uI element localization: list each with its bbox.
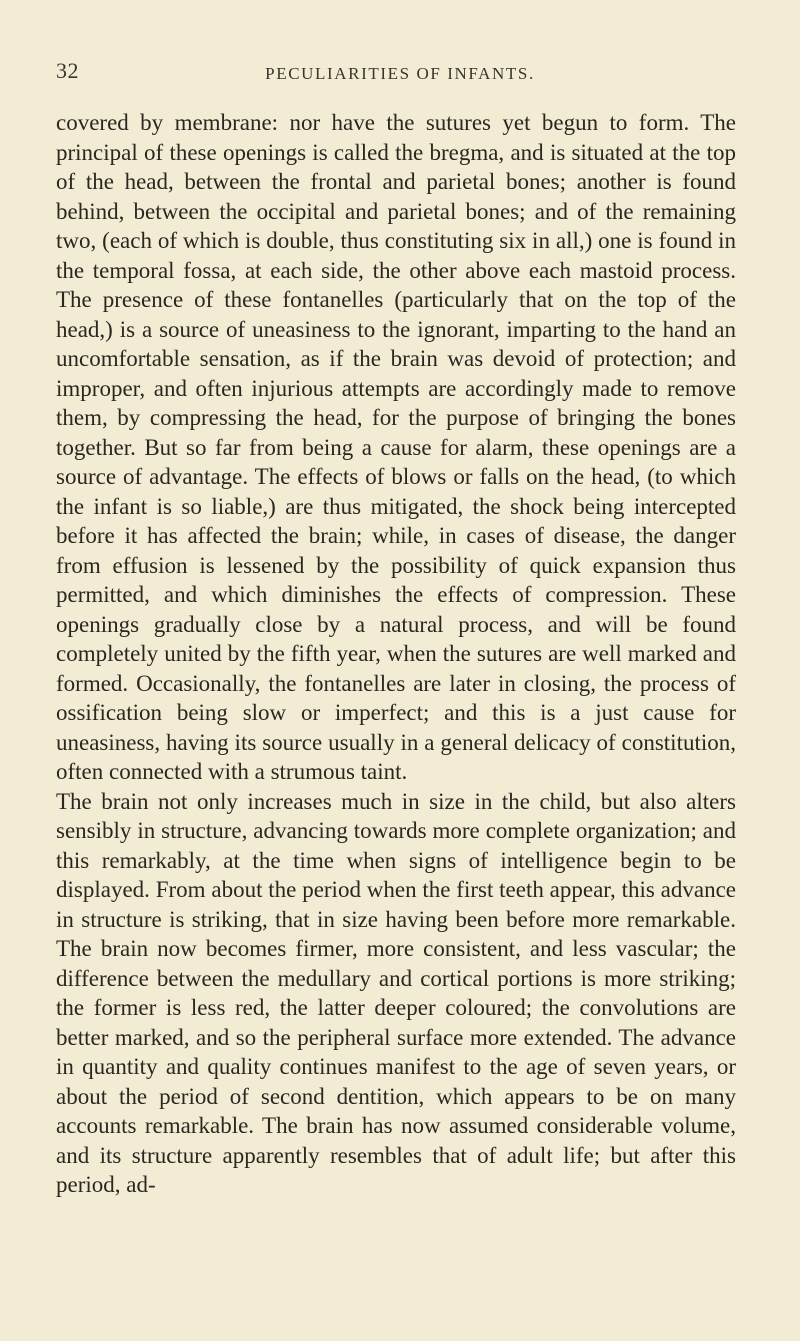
paragraph: The brain not only increases much in size in the child, but also alters sensibly in structure, advancing towards more complete organization; and this remarkably, at the time when signs of intelligence begin to be displayed. From about the period when the first teeth appear, this advance in structure is striking, that in size having been before more remarkable. The brain now becomes firmer, more consistent, and less vascular; the difference between the medullary and cortical portions is more striking; the former is less red, the latter deeper coloured; the convolutions are better marked, and so the peripheral surface more extended. The advance in quantity and quality continues manifest to the age of seven years, or about the period of second dentition, which appears to be on many accounts remarkable. The brain has now assumed considerable volume, and its structure apparently resembles that of adult life; but after this period, ad-: [56, 788, 736, 1197]
paragraph-continued: covered by membrane: nor have the sutures yet begun to form. The principal of these openings is called the bregma, and is situated at the top of the head, between the frontal and parietal bones; another is found behind, between the occipital and parietal bones; and of the remaining two, (each of which is double, thus constituting six in all,) one is found in the temporal fossa, at each side, the other above each mastoid process. The presence of these fontanelles (particularly that on the top of the head,) is a source of uneasiness to the ignorant, imparting to the hand an uncomfortable sensation, as if the brain was devoid of protection; and improper, and often injurious attempts are accordingly made to remove them, by compressing the head, for the purpose of bringing the bones together. But so far from being a cause for alarm, these openings are a source of advantage. The effects of blows or falls on the head, (to which the infant is so liable,) are thus mitigated, the shock being intercepted before it has affected the brain; while, in cases of disease, the danger from effusion is lessened by the possibility of quick expansion thus permitted, and which diminishes the effects of compression. These openings gradually close by a natural process, and will be found completely united by the fifth year, when the sutures are well marked and formed. Occasionally, the fontanelles are later in closing, the process of ossification being slow or imperfect; and this is a just cause for uneasiness, having its source usually in a general delicacy of constitution, often connected with a strumous taint.: [56, 110, 736, 784]
page-number: 32: [56, 58, 79, 83]
body-text: [56, 108, 736, 1200]
running-title: PECULIARITIES OF INFANTS.: [265, 64, 535, 83]
